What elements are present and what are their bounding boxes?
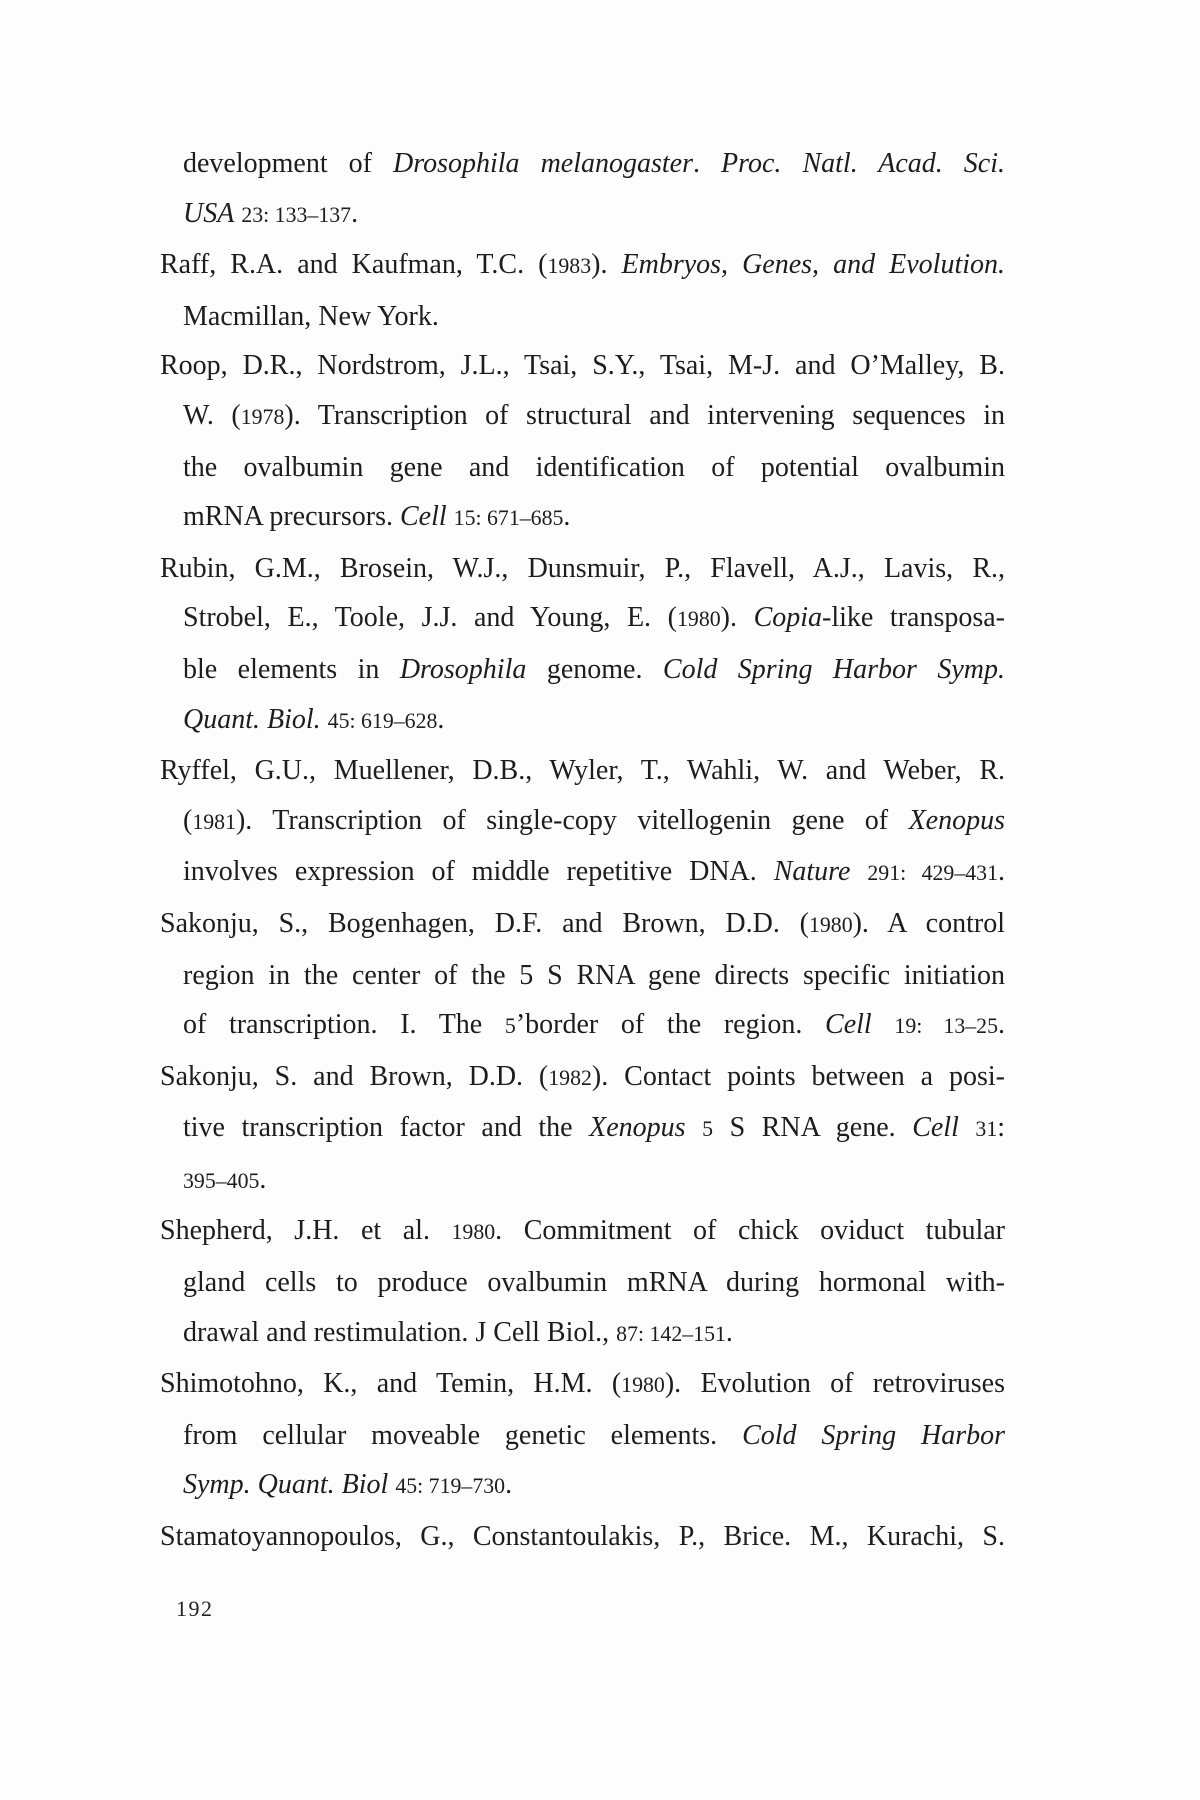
reference-line <box>160 951 1005 1001</box>
text-run: USA <box>183 197 235 229</box>
text-run: 31 <box>975 1117 998 1142</box>
page-number: 192 <box>176 1596 214 1621</box>
text-run: Strobel, E., Toole, J.J. and Young, E. ( <box>183 602 677 634</box>
text-run: Shepherd, J.H. et al. <box>160 1215 452 1247</box>
text-run: 1983 <box>547 254 592 279</box>
reference-line <box>160 593 1005 645</box>
text-run: ). <box>720 602 754 634</box>
text-run: Quant. Biol. <box>183 703 321 735</box>
reference-entry <box>160 544 1005 746</box>
reference-line <box>160 240 1005 292</box>
reference-line <box>160 1411 1005 1461</box>
reference-line <box>160 1460 1005 1512</box>
text-run: 15: 671–685 <box>453 506 564 531</box>
text-run: . <box>998 856 1005 888</box>
reference-line <box>160 341 1005 391</box>
text-run <box>686 1112 703 1143</box>
references-list <box>160 139 1005 1562</box>
text-run: Cold Spring Harbor Symp. <box>662 653 1005 685</box>
text-run: of transcription. I. The <box>183 1009 505 1041</box>
text-run <box>872 1009 895 1040</box>
reference-line <box>160 1258 1005 1308</box>
reference-line <box>160 847 1005 899</box>
text-run: . <box>505 1469 513 1501</box>
reference-entry <box>160 1206 1005 1359</box>
text-run: . <box>998 1009 1006 1041</box>
text-run: development of <box>183 148 394 179</box>
reference-line <box>160 796 1005 848</box>
text-run <box>959 1112 976 1143</box>
text-run: ’border of the region. <box>515 1009 826 1041</box>
reference-line <box>160 1103 1005 1155</box>
reference-entry <box>160 1052 1005 1207</box>
reference-line <box>160 1155 1005 1207</box>
reference-line <box>160 139 1005 189</box>
text-run <box>321 704 328 735</box>
text-run: Sakonju, S. and Brown, D.D. ( <box>160 1060 549 1092</box>
text-run: 1980 <box>676 607 721 632</box>
reference-line <box>160 899 1005 951</box>
text-run: the ovalbumin gene and identification of potential ovalbumin <box>183 451 1005 483</box>
reference-line <box>160 746 1005 796</box>
text-run: 1980 <box>451 1220 496 1245</box>
text-run: 1980 <box>621 1373 665 1398</box>
text-run: . Commitment of chick oviduct tubular <box>495 1215 1005 1247</box>
text-run: Copia <box>753 602 823 634</box>
text-run: ). A control <box>852 907 1005 939</box>
reference-entry <box>160 139 1005 240</box>
text-run: Sakonju, S., Bogenhagen, D.F. and Brown, D.D. ( <box>160 907 809 939</box>
text-run: Drosophila <box>399 653 527 685</box>
text-run: 5 <box>504 1014 516 1039</box>
text-run: Embryos, Genes, and Evolution. <box>621 249 1006 281</box>
text-run: Shimotohno, K., and Temin, H.M. ( <box>160 1368 622 1400</box>
reference-line <box>160 1052 1005 1104</box>
reference-entry <box>160 1359 1005 1512</box>
reference-line <box>160 1359 1005 1411</box>
text-run: ). <box>591 249 622 281</box>
text-run: ble elements in <box>183 653 400 685</box>
text-run: 1981 <box>192 809 236 834</box>
text-run: . <box>563 501 571 533</box>
text-run: involves expression of middle repetitive DNA. <box>183 856 774 888</box>
text-run <box>850 856 867 887</box>
text-run: mRNA precursors. <box>183 501 400 533</box>
text-run: 1978 <box>240 404 285 429</box>
reference-line <box>160 1512 1005 1562</box>
reference-line <box>160 1000 1005 1052</box>
text-run: 5 <box>702 1117 714 1142</box>
text-run: Cell <box>825 1009 872 1041</box>
text-run: 23: 133–137 <box>241 202 352 227</box>
reference-line <box>160 1308 1005 1360</box>
text-run: . <box>693 148 722 179</box>
text-run: 19: 13–25 <box>894 1014 999 1039</box>
text-run: : <box>997 1112 1006 1144</box>
reference-entry <box>160 746 1005 899</box>
reference-line <box>160 492 1005 544</box>
text-run: region in the center of the 5 S RNA gene directs specific initiation <box>183 959 1005 991</box>
text-run: Symp. Quant. Biol <box>183 1469 389 1501</box>
text-run: Raff, R.A. and Kaufman, T.C. ( <box>160 249 548 281</box>
reference-line <box>160 544 1005 594</box>
reference-line <box>160 292 1005 342</box>
text-run: W. ( <box>183 399 241 431</box>
text-run <box>447 501 454 532</box>
text-run: 45: 719–730 <box>395 1474 506 1499</box>
text-run: 1982 <box>548 1065 592 1090</box>
text-run: ). Contact points between a posi- <box>591 1060 1005 1092</box>
text-run: ). Evolution of retroviruses <box>664 1368 1005 1400</box>
reference-line <box>160 189 1005 241</box>
text-run: ). Transcription of structural and intervening sequences in <box>284 399 1006 431</box>
text-run: Rubin, G.M., Brosein, W.J., Dunsmuir, P., Flavell, A.J., Lavis, R., <box>160 552 1005 584</box>
text-run: . <box>437 703 445 735</box>
text-run: . <box>351 197 359 229</box>
reference-entry <box>160 240 1005 341</box>
reference-line <box>160 443 1005 493</box>
text-run: 291: 429–431 <box>867 861 998 886</box>
text-run: ( <box>183 804 193 836</box>
text-run: S RNA gene. <box>713 1112 913 1144</box>
text-run: drawal and restimulation. J Cell Biol., <box>183 1316 617 1348</box>
text-run: . <box>259 1163 267 1195</box>
text-run: 1980 <box>808 912 853 937</box>
text-run: 45: 619–628 <box>327 708 438 733</box>
text-run: Cell <box>399 501 447 533</box>
text-run: from cellular moveable genetic elements. <box>183 1419 743 1451</box>
text-run: tive transcription factor and the <box>183 1112 590 1144</box>
reference-entry <box>160 1512 1005 1562</box>
text-run: -like transposa- <box>822 602 1006 634</box>
text-run: Macmillan, New York. <box>183 300 439 332</box>
text-run: ). Transcription of single-copy vitellogenin gene of <box>235 804 909 836</box>
text-run: 87: 142–151 <box>616 1321 726 1346</box>
reference-line <box>160 1206 1005 1258</box>
reference-line <box>160 645 1005 695</box>
text-run: . <box>725 1316 733 1348</box>
text-run: genome. <box>526 653 663 685</box>
text-run: Drosophila melanogaster <box>393 148 694 179</box>
text-run: Nature <box>773 856 851 888</box>
text-run: gland cells to produce ovalbumin mRNA during hormonal with- <box>183 1267 1005 1299</box>
text-run: 395–405 <box>183 1168 260 1193</box>
text-run: Xenopus <box>589 1112 686 1144</box>
text-run: Roop, D.R., Nordstrom, J.L., Tsai, S.Y., Tsai, M-J. and O’Malley, B. <box>160 350 1005 382</box>
reference-line <box>160 695 1005 747</box>
reference-line <box>160 391 1005 443</box>
reference-entry <box>160 899 1005 1052</box>
text-run: Xenopus <box>908 804 1005 836</box>
reference-entry <box>160 341 1005 543</box>
text-run: Cold Spring Harbor <box>742 1419 1005 1451</box>
text-run: Cell <box>912 1112 959 1144</box>
text-run: Ryffel, G.U., Muellener, D.B., Wyler, T., Wahli, W. and Weber, R. <box>160 755 1005 787</box>
text-run: Stamatoyannopoulos, G., Constantoulakis, P., Brice. M., Kurachi, S. <box>160 1521 1005 1553</box>
text-run: Proc. Natl. Acad. Sci. <box>721 148 1005 179</box>
